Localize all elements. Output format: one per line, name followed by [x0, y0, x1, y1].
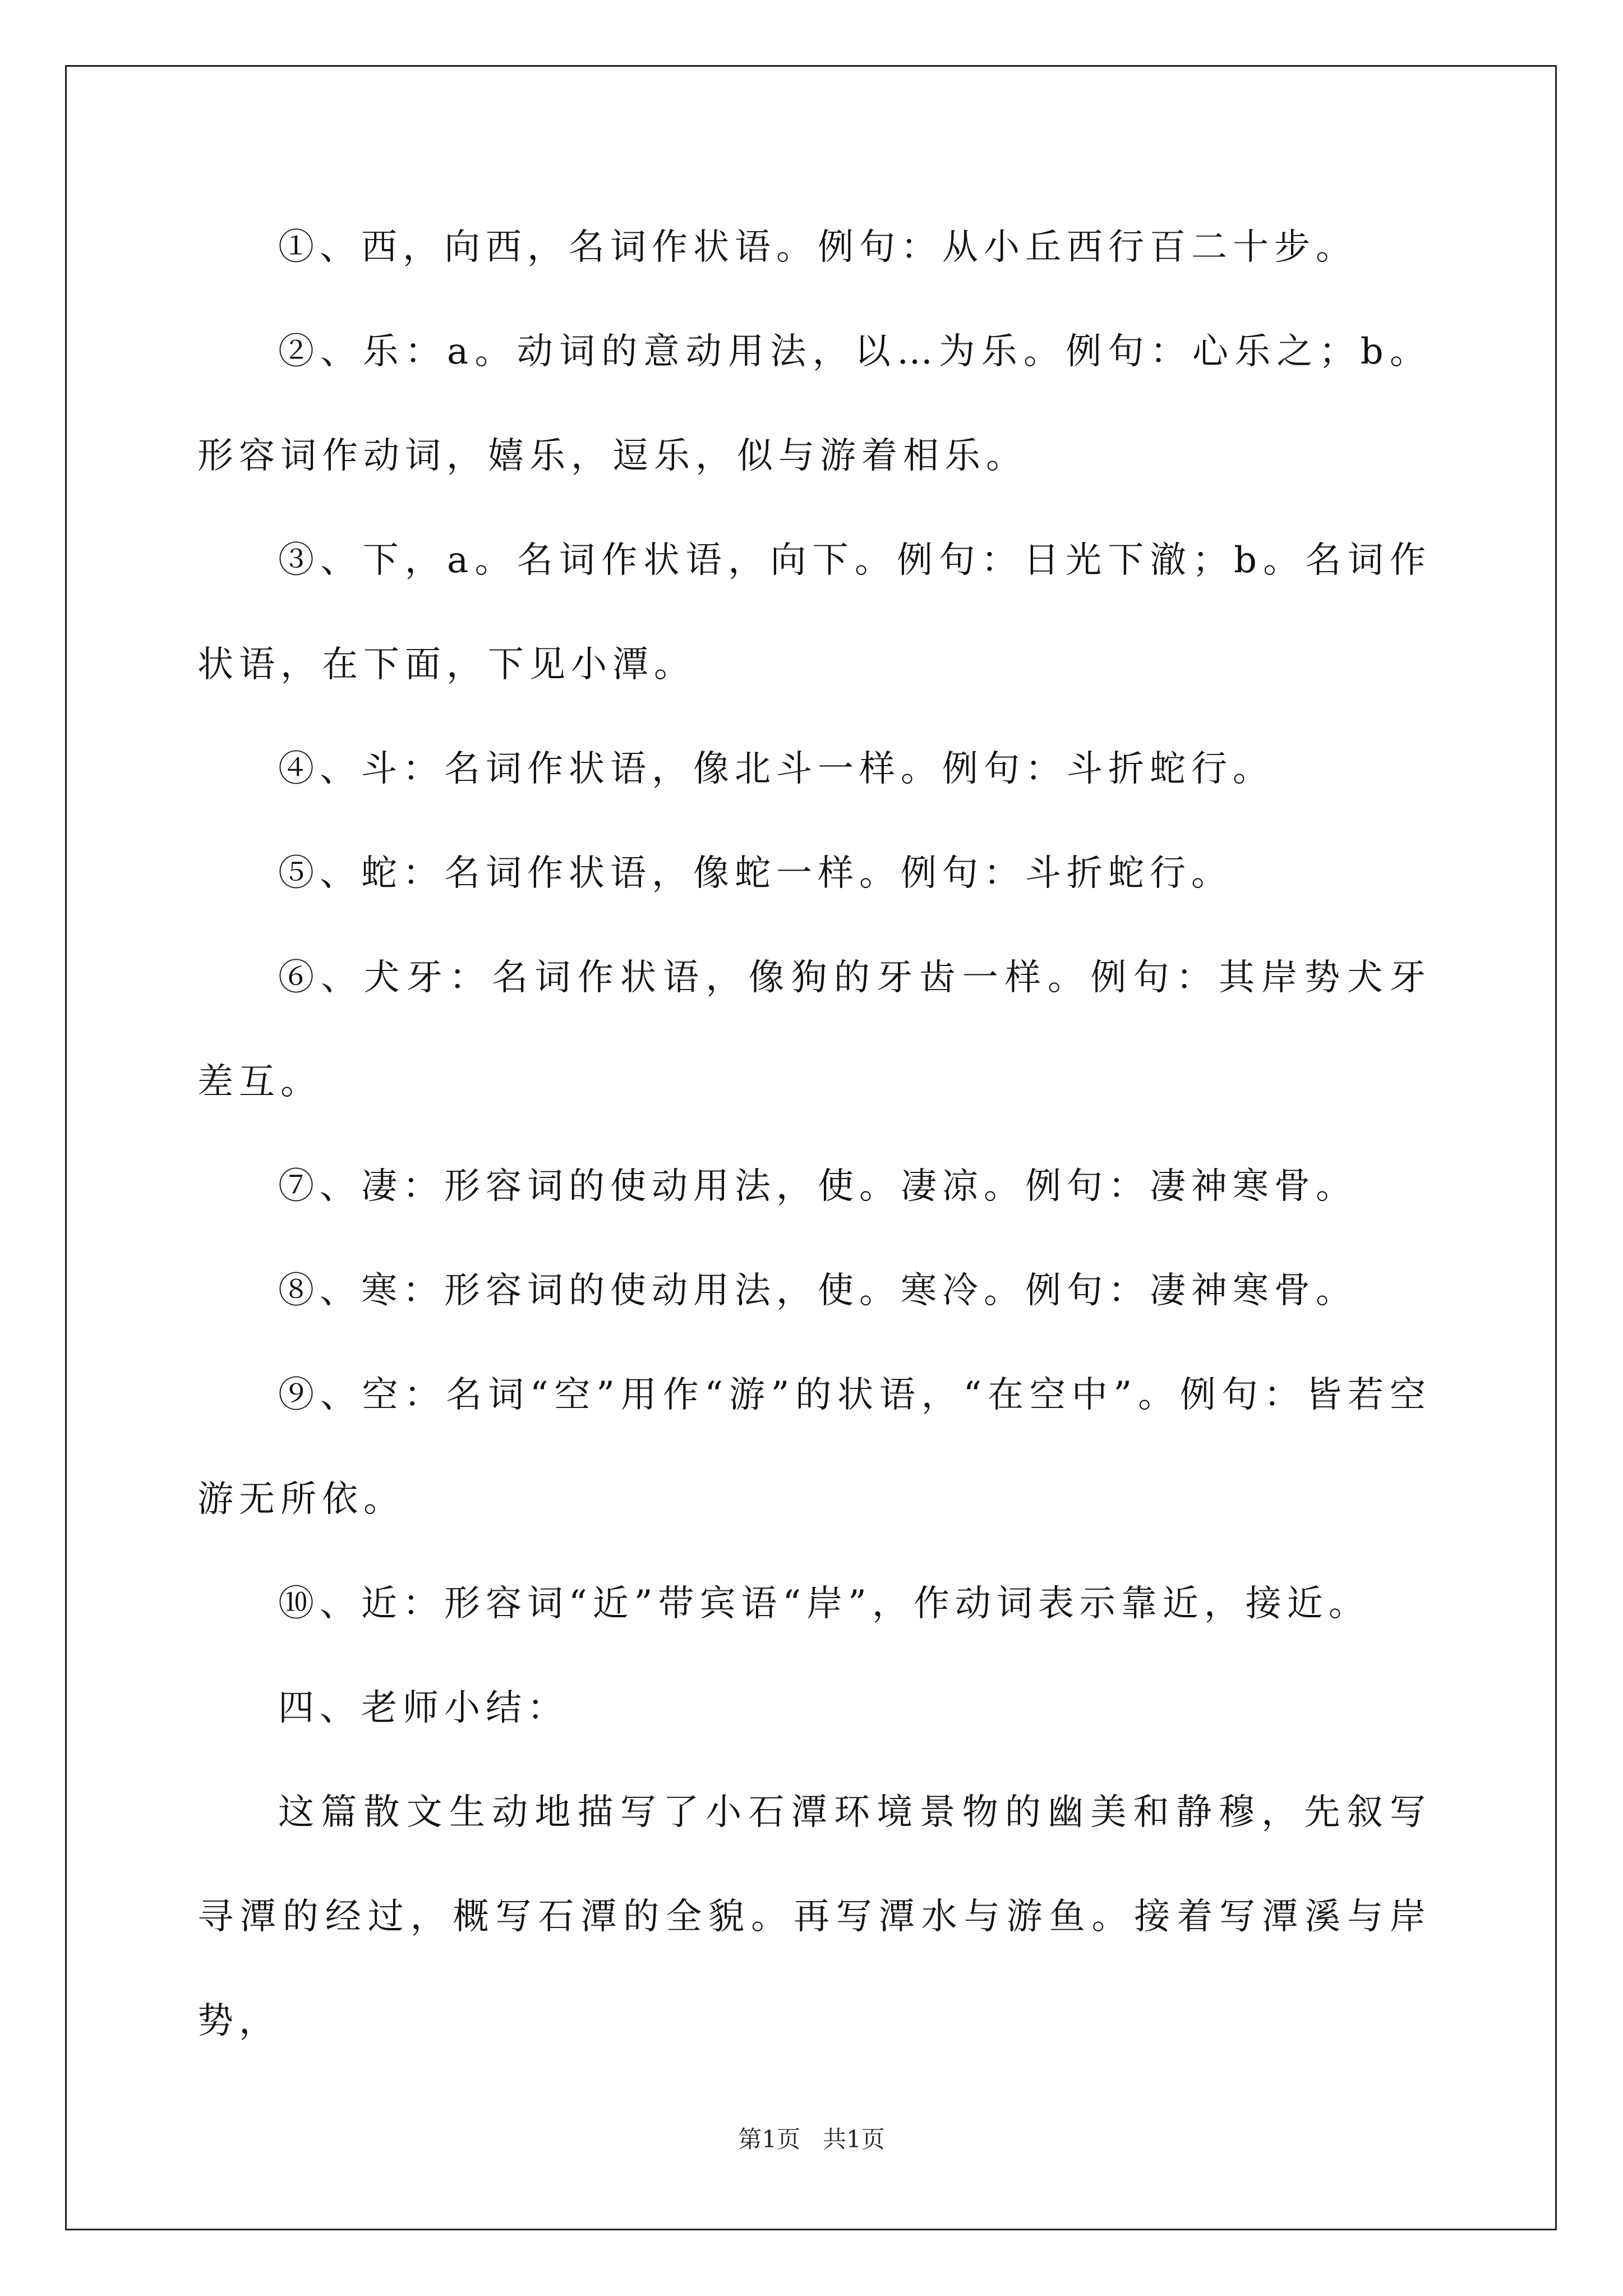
document-body	[197, 195, 1431, 2073]
paragraph: ⑦、凄：形容词的使动用法，使。凄凉。例句：凄神寒骨。	[278, 1166, 1357, 1207]
paragraph: ③、下，a。名词作状语，向下。例句：日光下澈；b。名词作状语，在下面，下见小潭。	[197, 540, 1431, 685]
paragraph: ⑩、近：形容词“近”带宾语“岸”，作动词表示靠近，接近。	[278, 1583, 1370, 1625]
page-number: 第1页	[738, 2125, 800, 2153]
paragraph: ①、西，向西，名词作状语。例句：从小丘西行百二十步。	[278, 227, 1357, 268]
paragraph: ④、斗：名词作状语，像北斗一样。例句：斗折蛇行。	[278, 748, 1274, 790]
paragraph: ⑨、空：名词“空”用作“游”的状语，“在空中”。例句：皆若空游无所依。	[197, 1374, 1431, 1520]
page-total: 共1页	[823, 2125, 885, 2153]
paragraph: ⑧、寒：形容词的使动用法，使。寒冷。例句：凄神寒骨。	[278, 1270, 1357, 1312]
page-footer	[0, 2123, 1623, 2156]
paragraph: 这篇散文生动地描写了小石潭环境景物的幽美和静穆，先叙写寻潭的经过，概写石潭的全貌。再写潭水与游鱼。接着写潭溪与岸势，	[197, 1792, 1431, 2042]
paragraph: ⑤、蛇：名词作状语，像蛇一样。例句：斗折蛇行。	[278, 853, 1233, 894]
paragraph: ⑥、犬牙：名词作状语，像狗的牙齿一样。例句：其岸势犬牙差互。	[197, 957, 1431, 1103]
paragraph: ②、乐：a。动词的意动用法，以…为乐。例句：心乐之；b。形容词作动词，嬉乐，逗乐，似与游着相乐。	[197, 331, 1431, 477]
section-heading: 四、老师小结：	[278, 1687, 569, 1729]
